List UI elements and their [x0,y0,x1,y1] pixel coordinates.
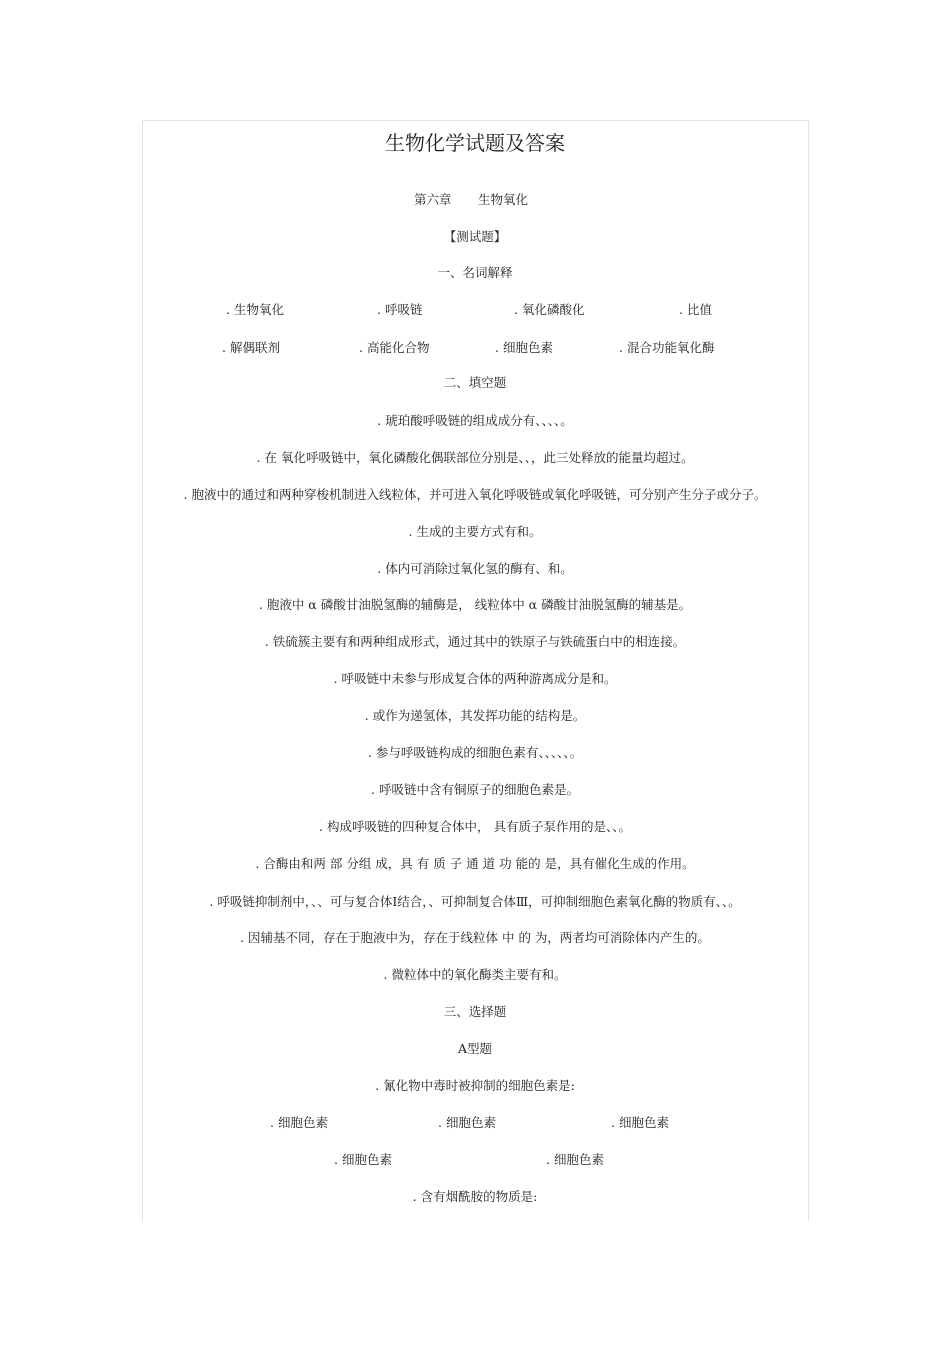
term-item: . 高能化合物 [359,340,430,355]
fill-question: . 呼吸链抑制剂中，、、可与复合体Ⅰ结合，、可抑制复合体Ⅲ，可抑制细胞色素氧化酶的物质有、、。 [209,894,741,909]
part3-heading: 三、选择题 [443,1004,507,1019]
part1-heading: 一、名词解释 [437,265,513,280]
part3-subheading: A型题 [457,1041,493,1056]
fill-question: . 生成的主要方式有和。 [408,524,542,539]
chapter-name: 生物氧化 [478,192,529,207]
fill-question: . 合酶由和两 部 分组 成，具 有 质 子 通 道 功 能的 是，具有催化生成的作用。 [255,856,695,871]
term-item: . 呼吸链 [377,302,423,317]
page-title: 生物化学试题及答案 [385,131,565,155]
part2-heading: 二、填空题 [443,375,507,390]
term-item: . 比值 [679,302,712,317]
choice-option: . 细胞色素 [546,1152,604,1167]
term-item: . 氧化磷酸化 [514,302,585,317]
term-item: . 解偶联剂 [222,340,280,355]
term-item: . 混合功能氧化酶 [619,340,715,355]
fill-question: . 构成呼吸链的四种复合体中， 具有质子泵作用的是、、。 [319,819,631,834]
fill-question: . 呼吸链中含有铜原子的细胞色素是。 [371,782,579,797]
choice-option: . 细胞色素 [334,1152,392,1167]
fill-question: . 铁硫簇主要有和两种组成形式，通过其中的铁原子与铁硫蛋白中的相连接。 [264,634,686,649]
fill-question: . 微粒体中的氧化酶类主要有和。 [383,967,567,982]
fill-question: . 呼吸链中未参与形成复合体的两种游离成分是和。 [333,671,617,686]
fill-question: . 体内可消除过氧化氢的酶有、和。 [377,561,573,576]
choice-question-stem: . 氰化物中毒时被抑制的细胞色素是: [375,1078,575,1093]
chapter-number: 第六章 [414,192,452,207]
choice-question-stem: . 含有烟酰胺的物质是: [412,1189,538,1204]
fill-question: . 或作为递氢体，其发挥功能的结构是。 [364,708,586,723]
term-item: . 生物氧化 [226,302,284,317]
fill-question: . 在 氧化呼吸链中，氧化磷酸化偶联部位分别是、、，此三处释放的能量均超过。 [256,450,694,465]
choice-option: . 细胞色素 [438,1115,496,1130]
fill-question: . 胞液中的通过和两种穿梭机制进入线粒体，并可进入氧化呼吸链或氧化呼吸链，可分别产生分子或分子。 [183,487,767,502]
fill-question: . 因辅基不同，存在于胞液中为，存在于线粒体 中 的 为，两者均可消除体内产生的。 [240,930,710,945]
fill-question: . 胞液中 α 磷酸甘油脱氢酶的辅酶是， 线粒体中 α 磷酸甘油脱氢酶的辅基是。 [258,597,692,612]
choice-option: . 细胞色素 [270,1115,328,1130]
section-test-heading: 【测试题】 [443,229,507,244]
fill-question: . 参与呼吸链构成的细胞色素有、、、、、。 [367,745,583,760]
fill-question: . 琥珀酸呼吸链的组成成分有、、、、。 [377,413,573,428]
term-item: . 细胞色素 [495,340,553,355]
choice-option: . 细胞色素 [611,1115,669,1130]
